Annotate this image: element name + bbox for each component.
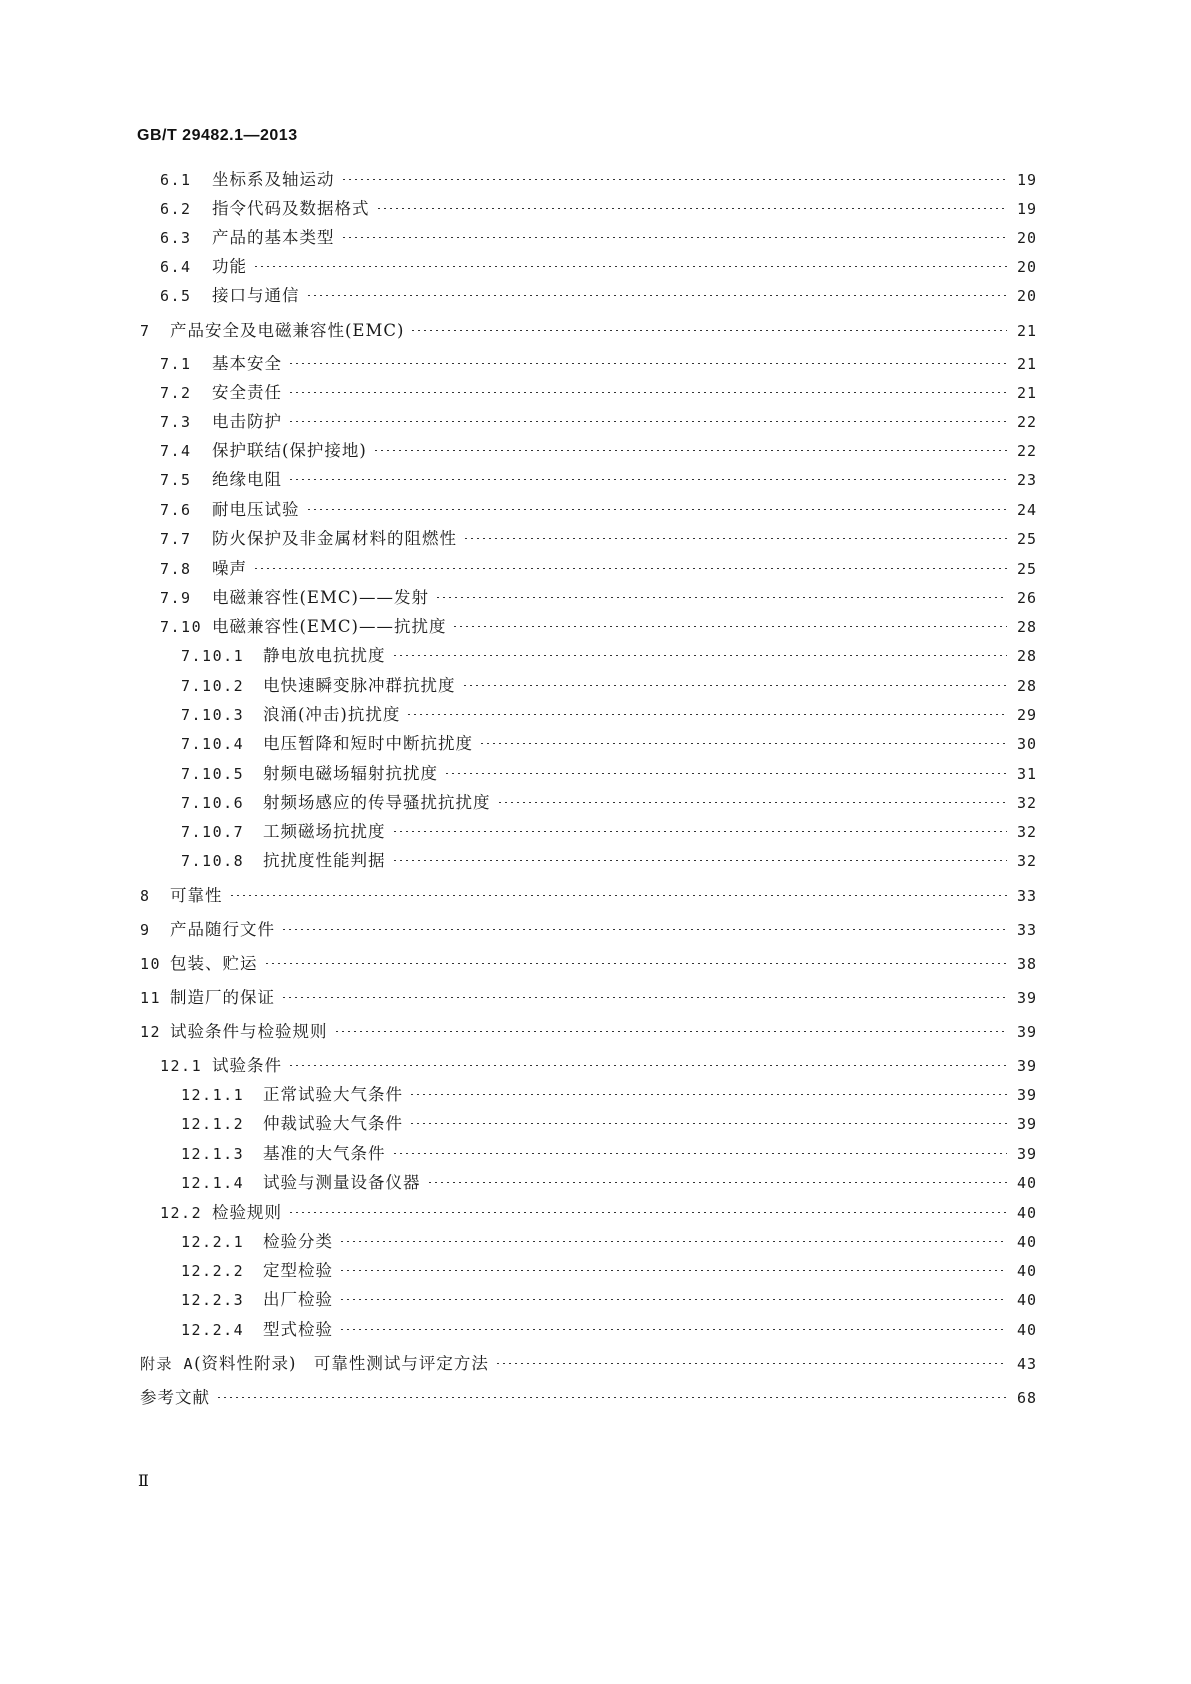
toc-dot-leader — [288, 479, 1007, 480]
toc-entry — [0, 917, 1037, 943]
toc-dot-leader — [392, 655, 1008, 656]
toc-dot-leader — [410, 330, 1007, 331]
toc-dot-leader — [497, 802, 1008, 803]
toc-entry-title: 正常试验大气条件 — [263, 1085, 403, 1104]
toc-entry-number: 12.2.2 — [181, 1262, 245, 1280]
toc-entry-title: 接口与通信 — [212, 286, 300, 305]
toc-entry-number: 6.4 — [160, 258, 192, 276]
toc-dot-leader — [281, 997, 1007, 998]
toc-entry-title: 检验规则 — [212, 1203, 282, 1222]
toc-entry-page: 24 — [1016, 501, 1037, 519]
toc-entry-title: 绝缘电阻 — [212, 470, 282, 489]
toc-entry-page: 25 — [1016, 530, 1037, 548]
toc-entry-number: 7.6 — [160, 501, 192, 519]
toc-entry-page: 39 — [1016, 989, 1037, 1007]
toc-entry-page: 40 — [1016, 1321, 1037, 1339]
toc-entry-page: 39 — [1016, 1023, 1037, 1041]
toc-entry-number: 6.2 — [160, 200, 192, 218]
toc-entry-page: 28 — [1016, 677, 1037, 695]
toc-entry-title: 电压暂降和短时中断抗扰度 — [263, 734, 473, 753]
toc-entry-title: 检验分类 — [263, 1232, 333, 1251]
toc-entry — [0, 1111, 1037, 1137]
toc-entry-title: 基准的大气条件 — [263, 1144, 386, 1163]
toc-entry-number: 7.10.2 — [181, 677, 245, 695]
toc-entry-page: 33 — [1016, 887, 1037, 905]
toc-entry-page: 29 — [1016, 706, 1037, 724]
toc-entry — [0, 1082, 1037, 1108]
toc-dot-leader — [444, 773, 1007, 774]
toc-dot-leader — [339, 1329, 1007, 1330]
toc-entry-page: 32 — [1016, 852, 1037, 870]
toc-entry-page: 32 — [1016, 794, 1037, 812]
toc-entry — [0, 438, 1037, 464]
toc-entry-title: 包装、贮运 — [170, 954, 258, 973]
toc-entry — [0, 951, 1037, 977]
toc-entry-page: 40 — [1016, 1174, 1037, 1192]
toc-entry — [0, 673, 1037, 699]
toc-entry-number: 12.1.4 — [181, 1174, 245, 1192]
toc-entry-title: 功能 — [212, 257, 247, 276]
toc-entry-page: 28 — [1016, 618, 1037, 636]
toc-entry — [0, 351, 1037, 377]
toc-entry-number: 12.1.3 — [181, 1145, 245, 1163]
toc-entry-page: 19 — [1016, 200, 1037, 218]
toc-dot-leader — [452, 626, 1007, 627]
toc-entry-number: 12 — [140, 1023, 162, 1041]
toc-entry-page: 20 — [1016, 229, 1037, 247]
toc-entry — [0, 643, 1037, 669]
toc-entry-title: 型式检验 — [263, 1320, 333, 1339]
toc-entry-page: 23 — [1016, 471, 1037, 489]
toc-entry-title: 抗扰度性能判据 — [263, 851, 386, 870]
toc-entry — [0, 196, 1037, 222]
toc-entry-page: 31 — [1016, 765, 1037, 783]
toc-entry — [0, 1317, 1037, 1343]
toc-entry-page: 19 — [1016, 171, 1037, 189]
toc-entry — [0, 1200, 1037, 1226]
toc-entry-title: 指令代码及数据格式 — [212, 199, 370, 218]
toc-dot-leader — [253, 568, 1007, 569]
toc-dot-leader — [281, 929, 1007, 930]
toc-dot-leader — [264, 963, 1008, 964]
toc-dot-leader — [288, 392, 1007, 393]
toc-entry-number: 12.2.3 — [181, 1291, 245, 1309]
toc-entry-page: 40 — [1016, 1204, 1037, 1222]
toc-entry — [0, 883, 1037, 909]
toc-entry-page: 40 — [1016, 1262, 1037, 1280]
toc-entry — [0, 467, 1037, 493]
toc-entry-title: 试验条件与检验规则 — [170, 1022, 328, 1041]
toc-entry-number: 7.4 — [160, 442, 192, 460]
toc-entry — [0, 167, 1037, 193]
toc-entry — [0, 731, 1037, 757]
toc-entry — [0, 848, 1037, 874]
toc-entry — [0, 556, 1037, 582]
toc-entry-title: 工频磁场抗扰度 — [263, 822, 386, 841]
toc-entry-number: 7.5 — [160, 471, 192, 489]
toc-dot-leader — [216, 1397, 1007, 1398]
toc-entry-page: 21 — [1016, 384, 1037, 402]
toc-entry — [0, 585, 1037, 611]
toc-entry-page: 22 — [1016, 413, 1037, 431]
toc-entry-page: 68 — [1016, 1389, 1037, 1407]
toc-entry-page: 40 — [1016, 1233, 1037, 1251]
toc-dot-leader — [306, 509, 1008, 510]
toc-dot-leader — [392, 860, 1008, 861]
toc-dot-leader — [392, 831, 1008, 832]
toc-dot-leader — [341, 237, 1008, 238]
toc-dot-leader — [462, 685, 1008, 686]
toc-dot-leader — [435, 597, 1007, 598]
toc-dot-leader — [427, 1182, 1008, 1183]
toc-entry — [0, 380, 1037, 406]
toc-entry — [0, 1258, 1037, 1284]
toc-entry-number: 7.10.1 — [181, 647, 245, 665]
toc-entry-title: (资料性附录) 可靠性测试与评定方法 — [194, 1354, 489, 1373]
toc-entry-title: 保护联结(保护接地) — [212, 441, 367, 460]
toc-entry-number: 11 — [140, 989, 162, 1007]
toc-dot-leader — [373, 450, 1007, 451]
toc-entry-page: 43 — [1016, 1355, 1037, 1373]
toc-entry-title: 参考文献 — [140, 1388, 210, 1407]
toc-entry — [0, 702, 1037, 728]
toc-entry — [0, 1170, 1037, 1196]
toc-entry-page: 32 — [1016, 823, 1037, 841]
toc-entry-page: 20 — [1016, 258, 1037, 276]
toc-entry-title: 坐标系及轴运动 — [212, 170, 335, 189]
toc-dot-leader — [339, 1241, 1007, 1242]
toc-dot-leader — [253, 266, 1007, 267]
toc-entry-title: 可靠性 — [170, 886, 223, 905]
toc-entry-title: 电磁兼容性(EMC)——发射 — [212, 588, 429, 607]
toc-entry-page: 21 — [1016, 355, 1037, 373]
toc-entry-number: 12.1.1 — [181, 1086, 245, 1104]
toc-entry-number: 12.2.1 — [181, 1233, 245, 1251]
toc-entry-title: 基本安全 — [212, 354, 282, 373]
toc-entry — [0, 1053, 1037, 1079]
toc-entry — [0, 1351, 1037, 1377]
toc-entry-title: 试验与测量设备仪器 — [263, 1173, 421, 1192]
toc-entry — [0, 819, 1037, 845]
toc-entry — [0, 761, 1037, 787]
toc-entry-title: 出厂检验 — [263, 1290, 333, 1309]
toc-entry-page: 28 — [1016, 647, 1037, 665]
toc-entry-title: 定型检验 — [263, 1261, 333, 1280]
toc-entry-number: 7.9 — [160, 589, 192, 607]
toc-dot-leader — [288, 363, 1007, 364]
toc-entry-number: 7.2 — [160, 384, 192, 402]
toc-entry-page: 30 — [1016, 735, 1037, 753]
toc-dot-leader — [288, 1065, 1007, 1066]
toc-dot-leader — [463, 538, 1007, 539]
toc-dot-leader — [334, 1031, 1008, 1032]
toc-dot-leader — [409, 1123, 1007, 1124]
toc-dot-leader — [479, 743, 1007, 744]
toc-entry-title: 电击防护 — [212, 412, 282, 431]
toc-entry — [0, 1229, 1037, 1255]
toc-dot-leader — [288, 421, 1007, 422]
toc-entry — [0, 790, 1037, 816]
toc-dot-leader — [392, 1153, 1008, 1154]
toc-entry-number: 6.3 — [160, 229, 192, 247]
toc-entry — [0, 614, 1037, 640]
toc-entry-page: 39 — [1016, 1057, 1037, 1075]
toc-entry-title: 防火保护及非金属材料的阻燃性 — [212, 529, 457, 548]
toc-entry-page: 39 — [1016, 1115, 1037, 1133]
toc-entry-title: 电磁兼容性(EMC)——抗扰度 — [212, 617, 447, 636]
toc-entry-title: 安全责任 — [212, 383, 282, 402]
toc-dot-leader — [288, 1212, 1007, 1213]
toc-entry — [0, 497, 1037, 523]
toc-dot-leader — [406, 714, 1007, 715]
toc-entry-number: 12.1.2 — [181, 1115, 245, 1133]
toc-entry-title: 射频电磁场辐射抗扰度 — [263, 764, 438, 783]
toc-entry-page: 25 — [1016, 560, 1037, 578]
toc-dot-leader — [229, 895, 1008, 896]
toc-entry-title: 静电放电抗扰度 — [263, 646, 386, 665]
toc-entry-number: 7.7 — [160, 530, 192, 548]
toc-entry-number: 7.10.3 — [181, 706, 245, 724]
toc-entry — [0, 985, 1037, 1011]
toc-entry-number: 8 — [140, 887, 151, 905]
toc-entry-page: 40 — [1016, 1291, 1037, 1309]
toc-entry-number: 7.8 — [160, 560, 192, 578]
toc-entry-number: 附录 A — [140, 1355, 195, 1373]
toc-entry-title: 制造厂的保证 — [170, 988, 275, 1007]
toc-entry-number: 7 — [140, 322, 151, 340]
toc-entry-title: 噪声 — [212, 559, 247, 578]
toc-entry-title: 射频场感应的传导骚扰抗扰度 — [263, 793, 491, 812]
toc-entry-number: 7.1 — [160, 355, 192, 373]
toc-entry — [0, 318, 1037, 344]
toc-entry-number: 7.10.6 — [181, 794, 245, 812]
toc-entry-page: 39 — [1016, 1086, 1037, 1104]
toc-entry-number: 6.5 — [160, 287, 192, 305]
toc-entry-number: 7.10 — [160, 618, 203, 636]
toc-entry — [0, 1019, 1037, 1045]
toc-entry-number: 7.10.4 — [181, 735, 245, 753]
toc-entry-number: 7.3 — [160, 413, 192, 431]
toc-dot-leader — [339, 1299, 1007, 1300]
toc-entry-page: 39 — [1016, 1145, 1037, 1163]
toc-entry-number: 12.2.4 — [181, 1321, 245, 1339]
toc-entry-title: 耐电压试验 — [212, 500, 300, 519]
toc-entry-page: 20 — [1016, 287, 1037, 305]
toc-entry — [0, 409, 1037, 435]
toc-entry-number: 7.10.5 — [181, 765, 245, 783]
toc-entry-title: 产品随行文件 — [170, 920, 275, 939]
toc-entry-title: 产品的基本类型 — [212, 228, 335, 247]
toc-entry-title: 试验条件 — [212, 1056, 282, 1075]
toc-entry — [0, 283, 1037, 309]
toc-entry-page: 22 — [1016, 442, 1037, 460]
toc-dot-leader — [409, 1094, 1007, 1095]
toc-entry-number: 7.10.8 — [181, 852, 245, 870]
toc-entry — [0, 1141, 1037, 1167]
toc-entry-number: 12.2 — [160, 1204, 203, 1222]
toc-entry-title: 浪涌(冲击)抗扰度 — [263, 705, 401, 724]
toc-entry — [0, 254, 1037, 280]
toc-entry — [0, 1385, 1037, 1411]
toc-entry-number: 9 — [140, 921, 151, 939]
toc-entry-title: 仲裁试验大气条件 — [263, 1114, 403, 1133]
toc-entry-page: 21 — [1016, 322, 1037, 340]
toc-entry-page: 33 — [1016, 921, 1037, 939]
toc-entry-number: 7.10.7 — [181, 823, 245, 841]
toc-entry — [0, 526, 1037, 552]
toc-entry-page: 26 — [1016, 589, 1037, 607]
toc-entry — [0, 225, 1037, 251]
toc-entry-page: 38 — [1016, 955, 1037, 973]
toc-entry-number: 12.1 — [160, 1057, 203, 1075]
toc-dot-leader — [376, 208, 1008, 209]
toc-entry-title: 电快速瞬变脉冲群抗扰度 — [263, 676, 456, 695]
toc-entry-number: 10 — [140, 955, 162, 973]
toc-entry — [0, 1287, 1037, 1313]
toc-dot-leader — [339, 1270, 1007, 1271]
toc-entry-title: 产品安全及电磁兼容性(EMC) — [170, 321, 405, 340]
page-number-roman: Ⅱ — [138, 1473, 149, 1490]
toc-dot-leader — [495, 1363, 1007, 1364]
toc-dot-leader — [341, 179, 1008, 180]
document-id: GB/T 29482.1—2013 — [137, 127, 298, 144]
toc-entry-number: 6.1 — [160, 171, 192, 189]
toc-dot-leader — [306, 295, 1008, 296]
